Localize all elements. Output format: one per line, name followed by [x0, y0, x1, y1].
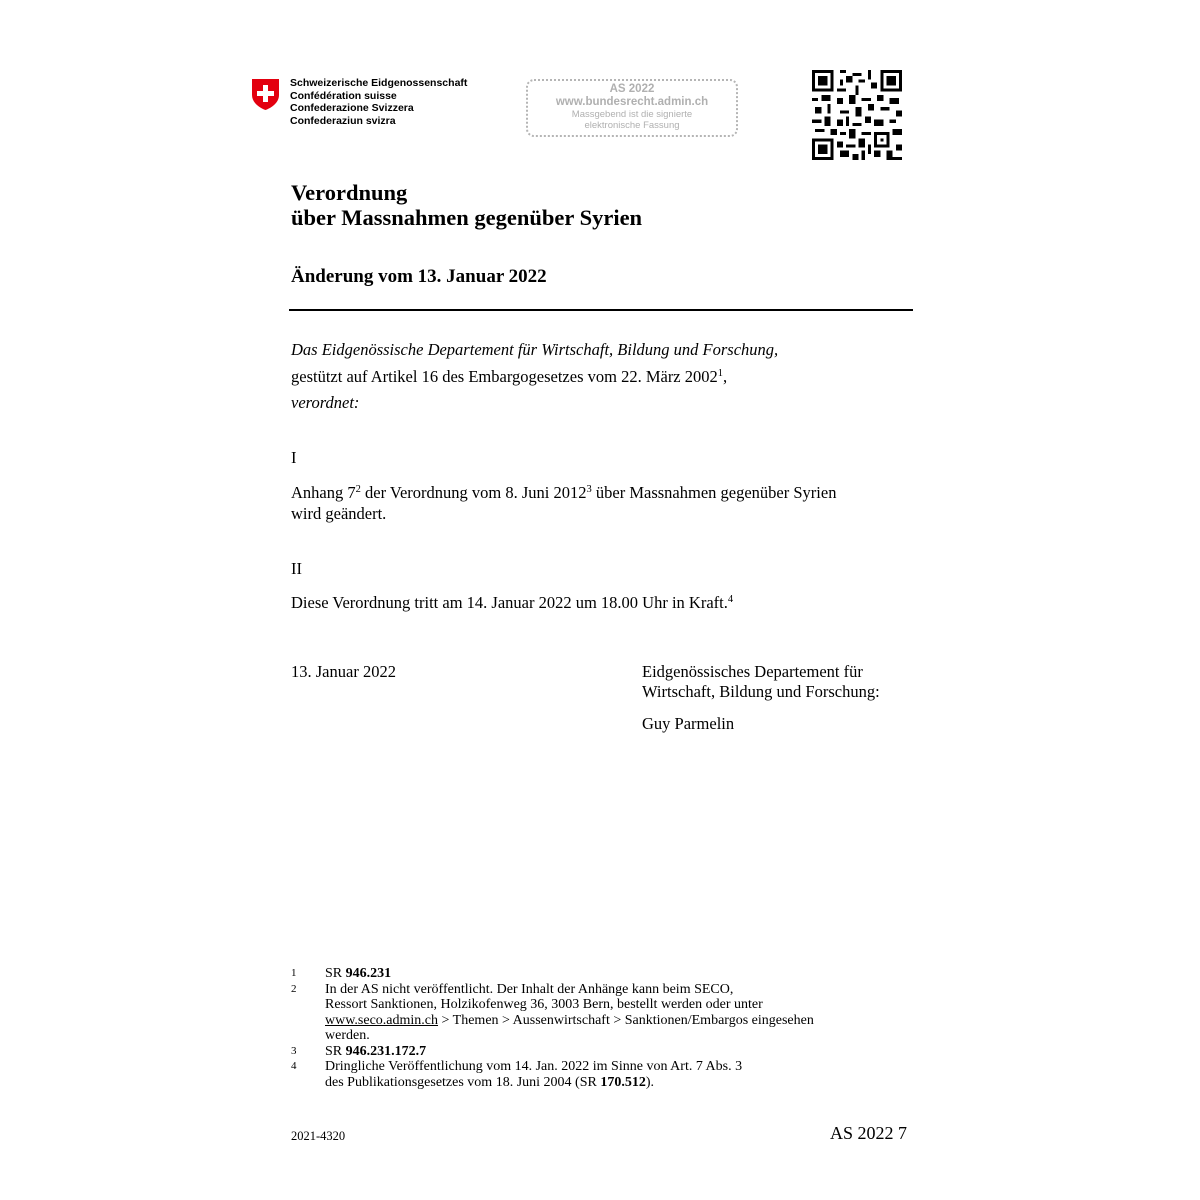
footnote-number: 4: [291, 1060, 297, 1072]
footnote-text-suffix: ).: [645, 1074, 654, 1090]
preamble-basis-end: ,: [723, 367, 728, 386]
stamp-url: www.bundesrecht.admin.ch: [555, 96, 709, 108]
footnote-text: [325, 1059, 742, 1090]
footnote-number: 1: [291, 967, 297, 979]
footnote-3: [291, 1044, 814, 1060]
footnote-line: Ressort Sanktionen, Holzikofenweg 36, 3003 Bern, bestellt werden oder unter: [325, 997, 763, 1012]
preamble-basis-text: gestützt auf Artikel 16 des Embargogesetzes vom 22. März 2002: [291, 367, 718, 386]
footnote-ref-4[interactable]: 4: [727, 594, 734, 605]
signature-department: [642, 662, 880, 702]
section-1-text-b: der Verordnung vom 8. Juni 2012: [360, 483, 587, 502]
title-line-1: Verordnung: [291, 180, 408, 205]
publication-stamp: [526, 79, 738, 137]
footnote-line: [325, 1075, 742, 1091]
seco-link[interactable]: www.seco.admin.ch: [325, 1012, 439, 1028]
administration-names: [290, 77, 467, 127]
footnote-line-rest: > Themen > Aussenwirtschaft > Sanktionen/Embargos eingesehen: [438, 1012, 814, 1028]
footnote-ref-2[interactable]: 2: [355, 484, 361, 495]
swiss-cross-icon: [251, 78, 280, 111]
footnote-line: [325, 1013, 814, 1029]
footnotes: [291, 966, 814, 1090]
preamble-basis: [291, 367, 727, 387]
sr-number: 170.512: [600, 1074, 646, 1090]
footnote-text-prefix: SR: [325, 1043, 346, 1059]
footnote-1: [291, 966, 814, 982]
department-line-1: Eidgenössisches Departement für: [642, 662, 863, 681]
footnote-line: Dringliche Veröffentlichung vom 14. Jan. 2022 im Sinne von Art. 7 Abs. 3: [325, 1059, 743, 1074]
footnote-2: [291, 982, 814, 1044]
signature-date: 13. Januar 2022: [291, 662, 396, 681]
title-line-2: über Massnahmen gegenüber Syrien: [291, 205, 643, 230]
stamp-collection: AS 2022: [609, 83, 655, 95]
admin-name-rm: Confederaziun svizra: [290, 114, 396, 127]
section-1-text-a: Anhang 7: [291, 483, 356, 502]
stamp-note-2: elektronische Fassung: [584, 120, 680, 131]
amendment-date: Änderung vom 13. Januar 2022: [291, 266, 547, 287]
section-1-numeral: I: [291, 448, 297, 467]
title-divider: [289, 309, 913, 311]
admin-name-fr: Confédération suisse: [290, 89, 397, 102]
footnote-line: In der AS nicht veröffentlicht. Der Inhalt der Anhänge kann beim SECO,: [325, 981, 734, 997]
admin-name-it: Confederazione Svizzera: [290, 102, 414, 114]
footnote-4: [291, 1059, 814, 1090]
sr-number: 946.231: [345, 966, 392, 981]
section-2-body: Diese Verordnung tritt am 14. Januar 2022 um 18.00 Uhr in Kraft.: [291, 593, 728, 612]
admin-name-de: Schweizerische Eidgenossenschaft: [290, 77, 468, 89]
footnote-text-prefix: des Publikationsgesetzes vom 18. Juni 2004 (SR: [325, 1074, 601, 1090]
footnote-text-prefix: SR: [325, 966, 346, 981]
footnote-ref-1[interactable]: 1: [717, 368, 724, 379]
stamp-note-1: Massgebend ist die signierte: [571, 109, 693, 120]
signatory-name: Guy Parmelin: [642, 714, 735, 733]
footnote-text: [325, 982, 814, 1044]
section-1-text-d: wird geändert.: [291, 504, 387, 523]
footnote-number: 3: [291, 1044, 297, 1057]
section-1-text: [291, 483, 836, 503]
department-line-2: Wirtschaft, Bildung und Forschung:: [642, 682, 880, 701]
preamble-decree: verordnet:: [291, 393, 360, 412]
footnote-text: [325, 1044, 426, 1060]
page-reference: AS 2022 7: [830, 1123, 908, 1143]
section-2-text: [291, 593, 733, 613]
section-1-text-c: über Massnahmen gegenüber Syrien: [591, 483, 837, 502]
footnote-ref-3[interactable]: 3: [586, 484, 592, 495]
footnote-text: [325, 966, 391, 982]
footnote-number: 2: [291, 982, 297, 995]
preamble-authority: Das Eidgenössische Departement für Wirtschaft, Bildung und Forschung,: [291, 340, 779, 359]
qr-code-icon: [812, 70, 902, 160]
ordinance-title: [291, 180, 642, 230]
section-2-numeral: II: [291, 559, 302, 578]
sr-number: 946.231.172.7: [345, 1043, 427, 1059]
footnote-line: werden.: [325, 1028, 370, 1043]
document-number: 2021-4320: [291, 1129, 346, 1143]
